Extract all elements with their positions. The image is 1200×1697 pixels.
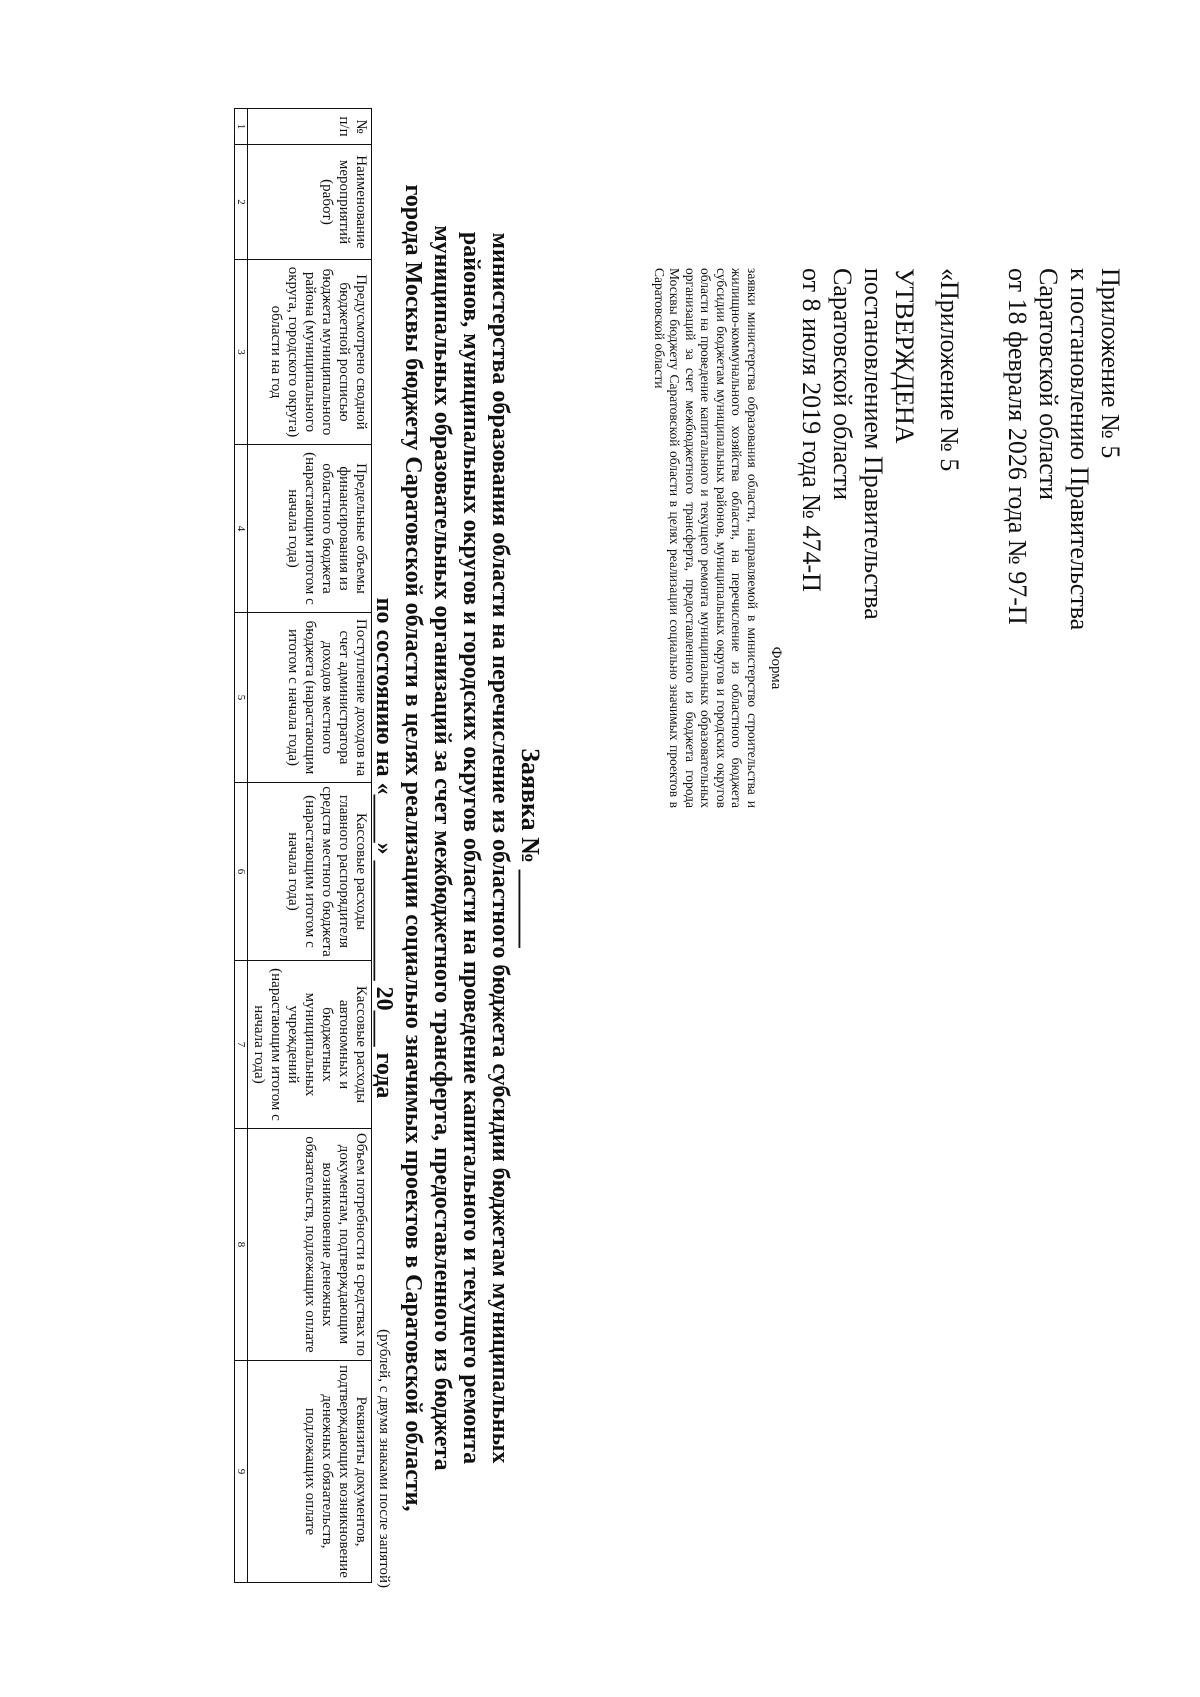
- header-cell: Предельные объемы финансирования из областного бюджета (нарастающим итогом с начала года): [248, 445, 372, 613]
- request-table: [234, 108, 372, 1583]
- appendix-line: к постановлению Правительства: [1065, 268, 1094, 631]
- column-number: 2: [235, 145, 248, 260]
- approval-line: «Приложение № 5: [935, 268, 964, 472]
- form-label: Форма: [768, 646, 784, 690]
- document-page: [100, 108, 1140, 1588]
- approval-line: постановлением Правительства: [859, 268, 888, 620]
- form-description: заявки министерства образования области, направляемой в министерство строительства и жилищно-коммунального хозяйства области, на перечисление из областного бюджета субсидии бюджетам муниципальных районов, муниципальных округов и городских округов области на проведение капитального и текущего ремонта муниципальных образовательных организаций за счет межбюджетного трансферта, предоставленного из бюджета города Москвы бюджету Саратовской области в целях реализации социально значимых проектов в Саратовской области: [652, 268, 760, 808]
- table-header-row: [248, 109, 372, 1583]
- title-line: министерства образования области на перечисление из областного бюджета субсидии бюджетам муниципальных: [487, 232, 513, 1464]
- title-line: города Москвы бюджету Саратовской области в целях реализации социально значимых проектов в Саратовской области,: [400, 184, 426, 1512]
- appendix-line: от 18 февраля 2026 года № 97-П: [1003, 268, 1032, 625]
- appendix-reference: [1002, 268, 1126, 630]
- approval-line: от 8 июля 2019 года № 474-П: [797, 268, 826, 592]
- table-number-row: [235, 109, 248, 1583]
- header-cell: № п/п: [248, 109, 372, 145]
- column-number: 9: [235, 1361, 248, 1583]
- column-number: 4: [235, 445, 248, 613]
- request-number: Заявка № ______: [516, 748, 545, 948]
- request-title: [369, 108, 545, 1588]
- column-number: 7: [235, 961, 248, 1129]
- column-number: 8: [235, 1129, 248, 1361]
- header-cell: Наименование мероприятий (работ): [248, 145, 372, 260]
- column-number: 5: [235, 613, 248, 783]
- column-number: 1: [235, 109, 248, 145]
- appendix-line: Саратовской области: [1034, 268, 1063, 501]
- approval-line: Саратовской области: [828, 268, 857, 501]
- column-number: 3: [235, 260, 248, 445]
- header-area: [560, 268, 1140, 1568]
- header-cell: Кассовые расходы автономных и бюджетных муниципальных учреждений (нарастающим итогом с начала года): [248, 961, 372, 1129]
- units-note: (рублей, с двумя знаками после запятой): [376, 1329, 392, 1588]
- title-line: муниципальных образовательных организаций за счет межбюджетного трансферта, предоставленного из бюджета: [429, 225, 455, 1471]
- appendix-line: Приложение № 5: [1096, 268, 1125, 459]
- title-line: районов, муниципальных округов и городских округов области на проведение капитального и текущего ремонта: [458, 231, 484, 1465]
- header-cell: Реквизиты документов, подтверждающих возникновение денежных обязательств, подлежащих оплате: [248, 1361, 372, 1583]
- header-cell: Поступление доходов на счет администратора доходов местного бюджета (нарастающим итогом с начала года): [248, 613, 372, 783]
- header-cell: Объем потребности в средствах по документам, подтверждающим возникновение денежных обязательств, подлежащих оплате: [248, 1129, 372, 1361]
- approval-stamp: [796, 268, 965, 620]
- header-cell: Предусмотрено сводной бюджетной росписью бюджета муниципального района (муниципального округа, городского округа) области на год: [248, 260, 372, 445]
- column-number: 6: [235, 783, 248, 961]
- approval-line: УТВЕРЖДЕНА: [890, 268, 919, 444]
- title-line: по состоянию на «____» __________ 20___ года: [371, 597, 397, 1099]
- header-cell: Кассовые расходы главного распорядителя средств местного бюджета (нарастающим итогом с начала года): [248, 783, 372, 961]
